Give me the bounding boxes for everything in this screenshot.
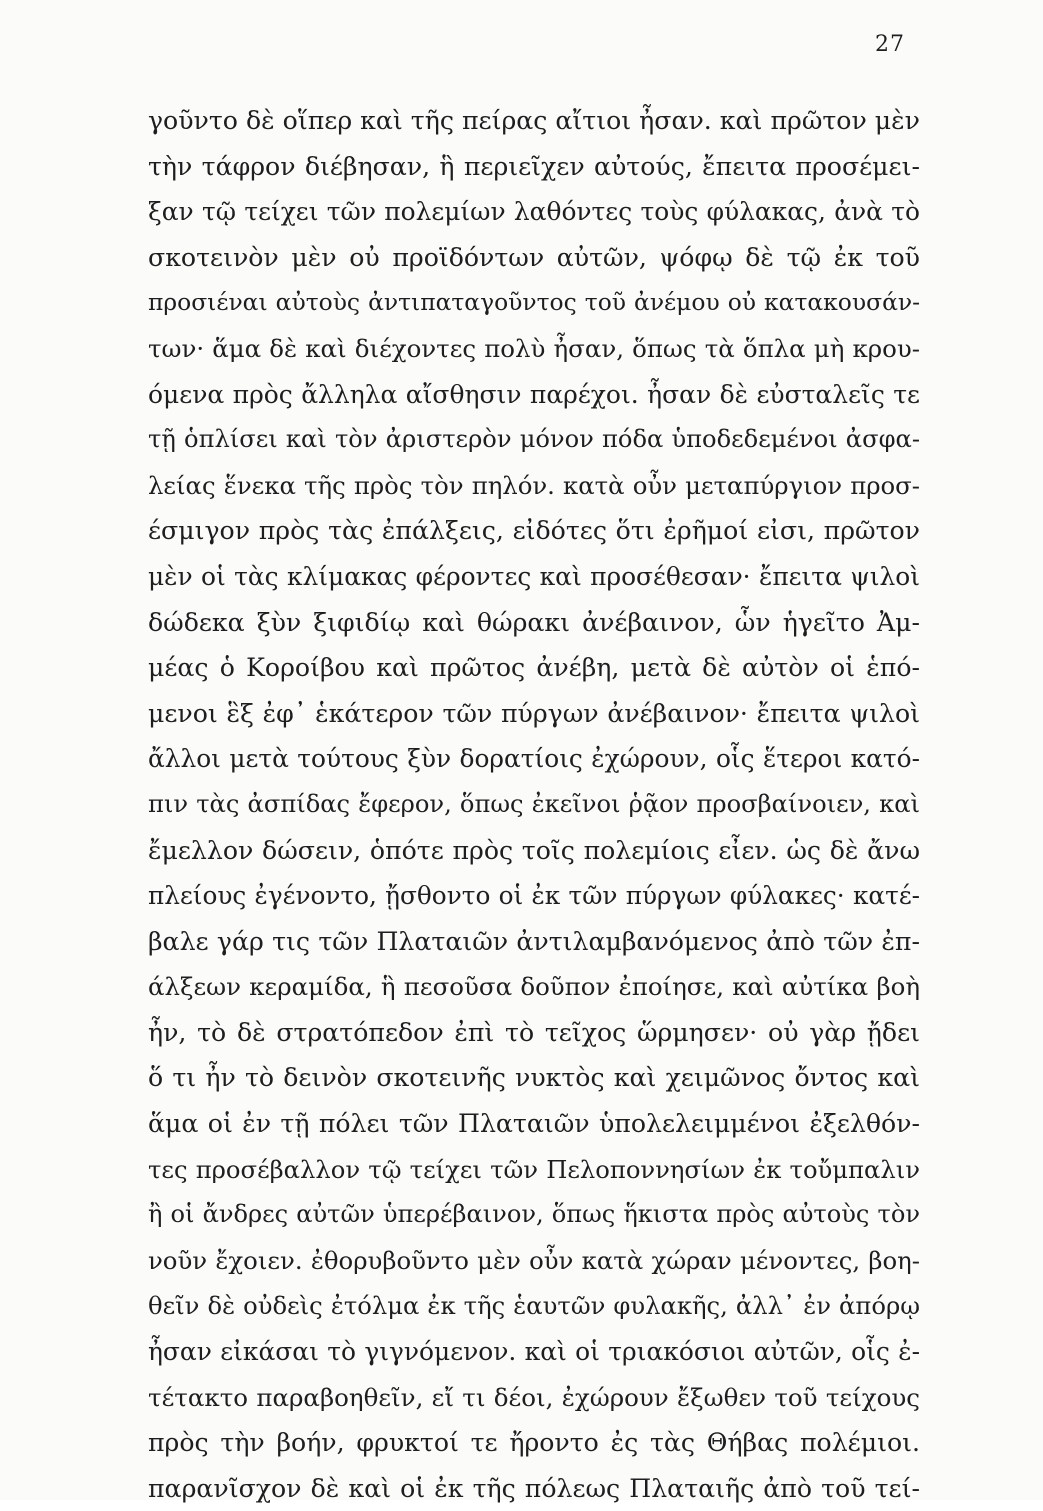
text-line: μέας ὁ Κοροίβου καὶ πρῶτος ἀνέβη, μετὰ δὲ αὐτὸν οἱ ἑπό- (148, 653, 920, 683)
text-line: τες προσέβαλλον τῷ τείχει τῶν Πελοποννησίων ἐκ τοὔμπαλιν (148, 1154, 920, 1184)
text-line: γοῦντο δὲ οἵπερ καὶ τῆς πείρας αἴτιοι ἦσαν. καὶ πρῶτον μὲν (148, 106, 920, 135)
text-line: πλείους ἐγένοντο, ᾔσθοντο οἱ ἐκ τῶν πύργων φύλακες· κατέ- (148, 881, 920, 911)
text-line: όμενα πρὸς ἄλληλα αἴσθησιν παρέχοι. ἦσαν δὲ εὐσταλεῖς τε (148, 379, 920, 409)
text-line: παρανῖσχον δὲ καὶ οἱ ἐκ τῆς πόλεως Πλαταιῆς ἀπὸ τοῦ τεί- (148, 1473, 920, 1503)
body-text (148, 98, 920, 1511)
text-line: λείας ἕνεκα τῆς πρὸς τὸν πηλόν. κατὰ οὖν μεταπύργιον προσ- (148, 470, 920, 500)
text-line: ἢ οἱ ἄνδρες αὐτῶν ὑπερέβαινον, ὅπως ἥκιστα πρὸς αὐτοὺς τὸν (148, 1200, 920, 1229)
text-line: ὅ τι ἦν τὸ δεινὸν σκοτεινῆς νυκτὸς καὶ χειμῶνος ὄντος καὶ (148, 1063, 920, 1093)
text-line: των· ἅμα δὲ καὶ διέχοντες πολὺ ἦσαν, ὅπως τὰ ὅπλα μὴ κρου- (148, 333, 920, 363)
text-line: δώδεκα ξὺν ξιφιδίῳ καὶ θώρακι ἀνέβαινον, ὧν ἡγεῖτο Ἀμ- (148, 607, 920, 637)
text-line: ἔμελλον δώσειν, ὁπότε πρὸς τοῖς πολεμίοις εἶεν. ὡς δὲ ἄνω (148, 835, 920, 865)
text-line: προσιέναι αὐτοὺς ἀντιπαταγοῦντος τοῦ ἀνέμου οὐ κατακουσάν- (148, 288, 920, 317)
text-line: πιν τὰς ἀσπίδας ἔφερον, ὅπως ἐκεῖνοι ῥᾷον προσβαίνοιεν, καὶ (148, 789, 920, 818)
page-number: 27 (875, 32, 905, 57)
text-line: ξαν τῷ τείχει τῶν πολεμίων λαθόντες τοὺς φύλακας, ἀνὰ τὸ (148, 197, 920, 227)
text-line: τὴν τάφρον διέβησαν, ἣ περιεῖχεν αὐτούς, ἔπειτα προσέμει- (148, 151, 920, 181)
text-line: τῇ ὁπλίσει καὶ τὸν ἀριστερὸν μόνον πόδα ὑποδεδεμένοι ἀσφα- (148, 425, 920, 454)
text-line: έσμιγον πρὸς τὰς ἐπάλξεις, εἰδότες ὅτι ἐρῆμοί εἰσι, πρῶτον (148, 516, 920, 546)
text-line: άλξεων κεραμίδα, ἣ πεσοῦσα δοῦπον ἐποίησε, καὶ αὐτίκα βοὴ (148, 972, 920, 1002)
text-line: πρὸς τὴν βοήν, φρυκτοί τε ἤροντο ἐς τὰς Θήβας πολέμιοι. (148, 1428, 920, 1458)
text-line: ἦσαν εἰκάσαι τὸ γιγνόμενον. καὶ οἱ τριακόσιοι αὐτῶν, οἷς ἐ- (148, 1337, 920, 1367)
text-line: ἄλλοι μετὰ τούτους ξὺν δορατίοις ἐχώρουν, οἷς ἕτεροι κατό- (148, 744, 920, 774)
text-line: ἦν, τὸ δὲ στρατόπεδον ἐπὶ τὸ τεῖχος ὥρμησεν· οὐ γὰρ ᾔδει (148, 1017, 920, 1047)
text-line: μὲν οἱ τὰς κλίμακας φέροντες καὶ προσέθεσαν· ἔπειτα ψιλοὶ (148, 561, 920, 591)
text-line: νοῦν ἔχοιεν. ἐθορυβοῦντο μὲν οὖν κατὰ χώραν μένοντες, βοη- (148, 1245, 920, 1275)
text-line: μενοι ἓξ ἐφ᾽ ἑκάτερον τῶν πύργων ἀνέβαινον· ἔπειτα ψιλοὶ (148, 698, 920, 728)
text-line: ἅμα οἱ ἐν τῇ πόλει τῶν Πλαταιῶν ὑπολελειμμένοι ἐξελθόν- (148, 1109, 920, 1139)
text-line: τέτακτο παραβοηθεῖν, εἴ τι δέοι, ἐχώρουν ἔξωθεν τοῦ τείχους (148, 1382, 920, 1412)
text-line: θεῖν δὲ οὐδεὶς ἐτόλμα ἐκ τῆς ἑαυτῶν φυλακῆς, ἀλλ᾽ ἐν ἀπόρῳ (148, 1291, 920, 1321)
text-line: βαλε γάρ τις τῶν Πλαταιῶν ἀντιλαμβανόμενος ἀπὸ τῶν ἐπ- (148, 926, 920, 956)
text-line: σκοτεινὸν μὲν οὐ προϊδόντων αὐτῶν, ψόφῳ δὲ τῷ ἐκ τοῦ (148, 242, 920, 272)
